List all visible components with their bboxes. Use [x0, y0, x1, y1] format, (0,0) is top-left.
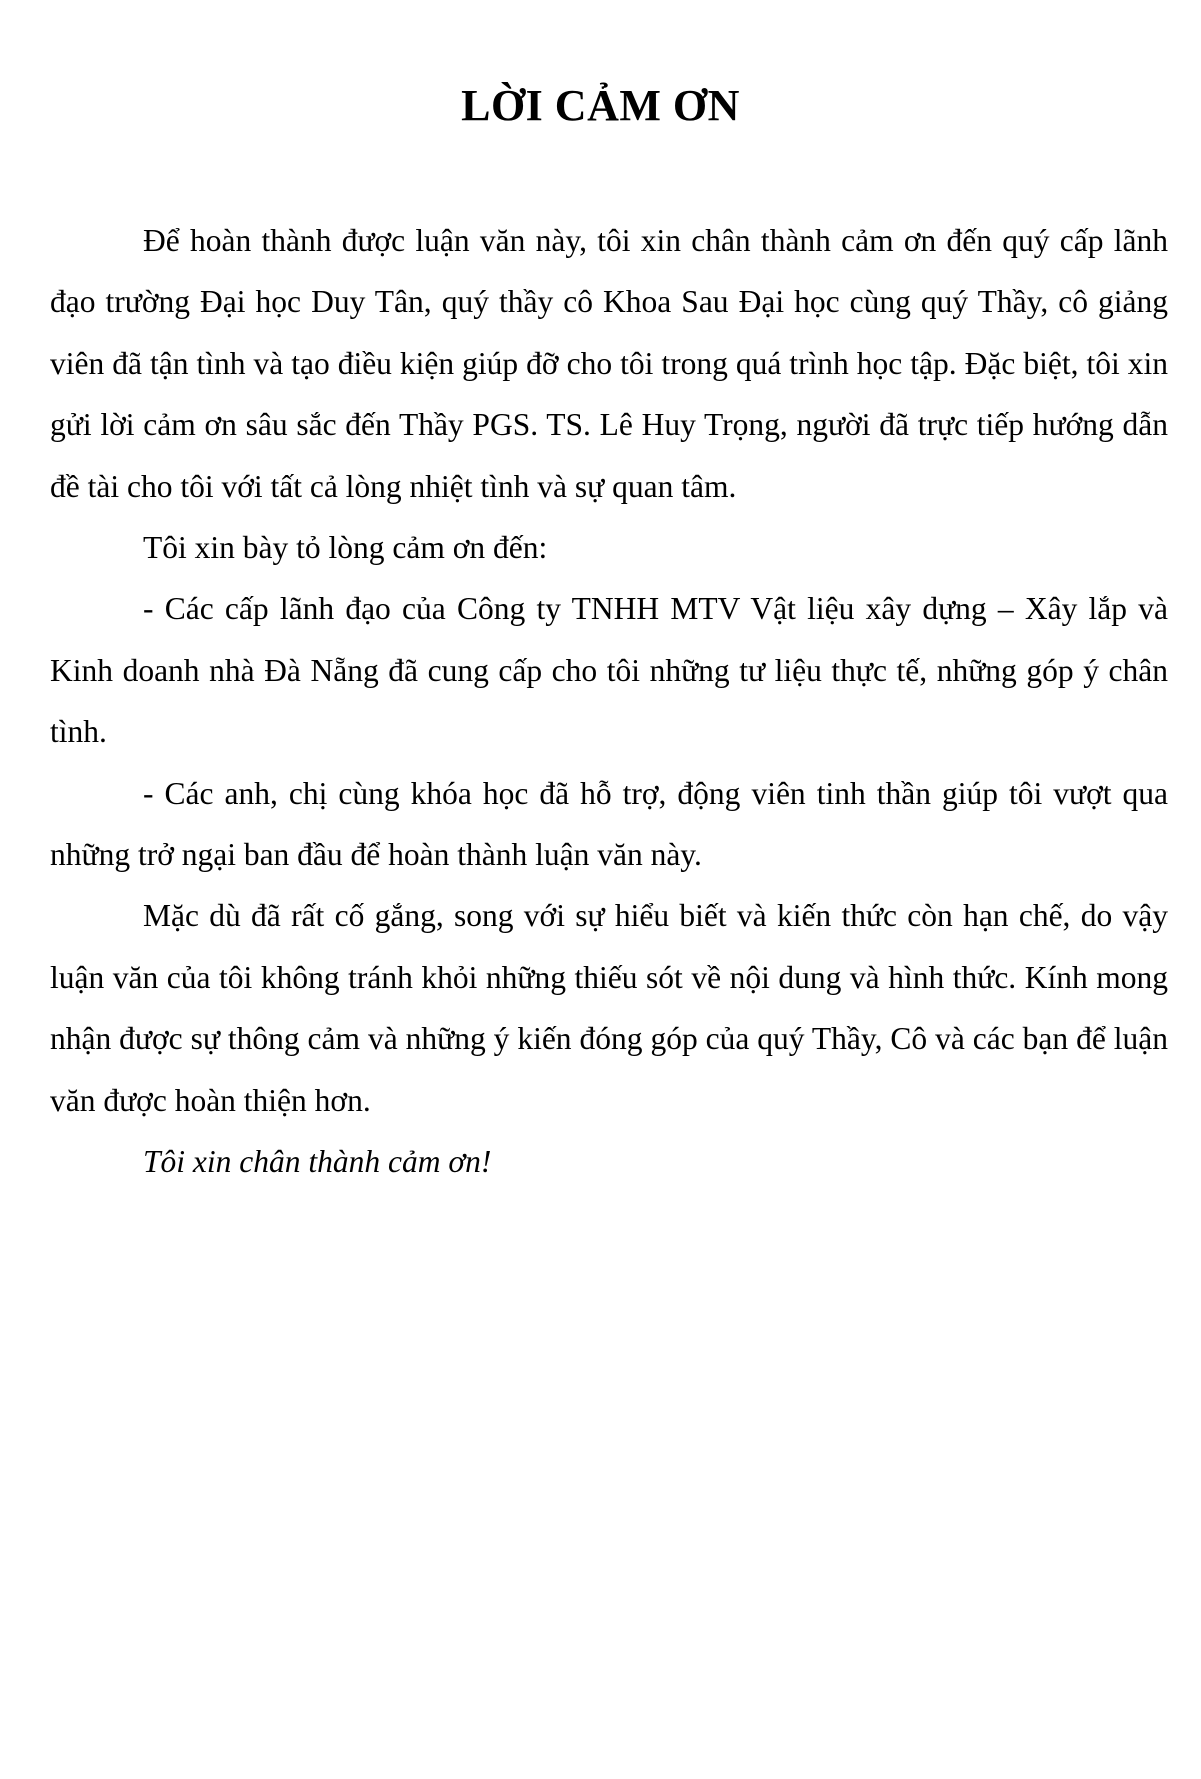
- paragraph-apology: Mặc dù đã rất cố gắng, song với sự hiểu biết và kiến thức còn hạn chế, do vậy luận văn của tôi không tránh khỏi những thiếu sót về nội dung và hình thức. Kính mong nhận được sự thông cảm và những ý kiến đóng góp của quý Thầy, Cô và các bạn để luận văn được hoàn thiện hơn.: [50, 898, 1168, 1118]
- closing-line: Tôi xin chân thành cảm ơn!: [143, 1144, 492, 1180]
- page-title: LỜI CẢM ƠN: [461, 81, 740, 130]
- paragraph-intro: Để hoàn thành được luận văn này, tôi xin chân thành cảm ơn đến quý cấp lãnh đạo trường Đại học Duy Tân, quý thầy cô Khoa Sau Đại học cùng quý Thầy, cô giảng viên đã tận tình và tạo điều kiện giúp đỡ cho tôi trong quá trình học tập. Đặc biệt, tôi xin gửi lời cảm ơn sâu sắc đến Thầy PGS. TS. Lê Huy Trọng, người đã trực tiếp hướng dẫn đề tài cho tôi với tất cả lòng nhiệt tình và sự quan tâm.: [50, 223, 1168, 504]
- document-body: [50, 210, 1168, 1193]
- list-item-classmates: - Các anh, chị cùng khóa học đã hỗ trợ, động viên tinh thần giúp tôi vượt qua những trở ngại ban đầu để hoàn thành luận văn này.: [50, 775, 1168, 873]
- list-item-company: - Các cấp lãnh đạo của Công ty TNHH MTV Vật liệu xây dựng – Xây lắp và Kinh doanh nhà Đà Nẵng đã cung cấp cho tôi những tư liệu thực tế, những góp ý chân tình.: [50, 591, 1168, 750]
- paragraph-thanks-lead: Tôi xin bày tỏ lòng cảm ơn đến:: [143, 530, 548, 566]
